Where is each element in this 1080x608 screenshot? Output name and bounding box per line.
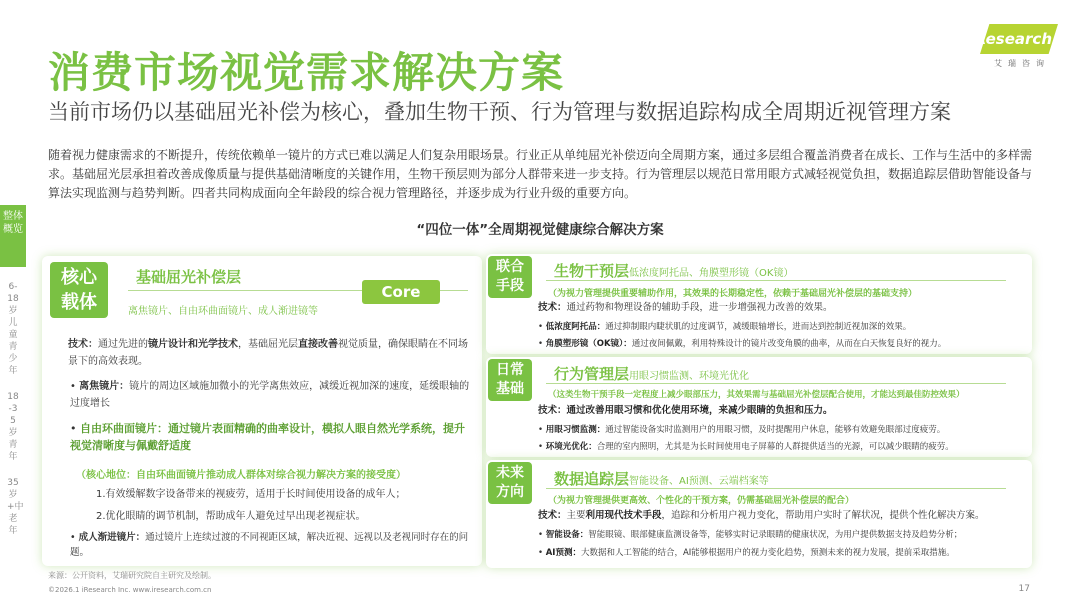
core-freeform-note: （核心地位：自由环曲面镜片推动成人群体对综合视力解决方案的接受度） (76, 470, 406, 481)
core-tech-mid: ，基础屈光层 (238, 339, 298, 350)
bio-heading (554, 260, 793, 281)
data-tech-label: 技术： (538, 510, 567, 521)
core-freeform-text: 通过镜片表面精确的曲率设计，模拟人眼自然光学系统，提升视觉清晰度与佩戴舒适度 (70, 422, 465, 452)
behavior-title: 行为管理层 (554, 365, 630, 383)
core-sub: 离焦镜片、自由环曲面镜片、成人渐进镜等 (128, 306, 318, 317)
bio-divider (546, 280, 1006, 281)
core-defocus: • 离焦镜片：镜片的周边区域施加微小的光学离焦效应，减缓近视加深的速度，延缓眼轴的过度增长 (70, 381, 470, 409)
data-sub: 智能设备、AI预测、云端档案等 (629, 476, 769, 487)
core-tech-bold1: 镜片设计和光学技术 (148, 339, 238, 350)
bio-tech-text: 通过药物和物理设备的辅助手段，进一步增强视力改善的效果。 (566, 302, 833, 313)
core-defocus-label: 离焦镜片： (79, 381, 130, 392)
behavior-tag (488, 359, 532, 401)
data-tech (538, 508, 1026, 523)
bio-item2-text: 通过夜间佩戴，利用特殊设计的镜片改变角膜的曲率，从而在白天恢复良好的视力。 (631, 339, 947, 349)
core-tech-label: 技术： (68, 339, 98, 350)
data-heading (554, 468, 769, 489)
data-item2-text: 大数据和人工智能的结合，AI能够根据用户的视力变化趋势，预测未来的视力发展，提前采取措施。 (580, 548, 955, 558)
page-title: 消费市场视觉需求解决方案 (48, 48, 565, 97)
bio-item1-label: 低浓度阿托品： (545, 322, 606, 332)
behavior-item1: • 用眼习惯监测：通过智能设备实时监测用户的用眼习惯，及时提醒用户休息，能够有效避免眼部过度疲劳。 (538, 425, 946, 435)
iresearch-logo (969, 24, 1058, 70)
core-tech-post: 视觉质量，确保眼睛在不同场景下的高效表现。 (68, 339, 468, 367)
data-panel (486, 460, 1032, 568)
core-progressive-label: 成人渐进镜片： (78, 532, 146, 543)
data-item1-text: 智能眼镜、眼部健康监测设备等，能够实时记录眼睛的健康状况，为用户提供数据支持及趋势分析； (588, 530, 963, 540)
data-divider (546, 488, 1006, 489)
bio-item1: • 低浓度阿托品：通过抑制眼内睫状肌的过度调节，减缓眼轴增长，进而达到控制近视加深的效果。 (538, 322, 912, 332)
bio-title: 生物干预层 (554, 262, 630, 280)
sidebar-item-teen[interactable]: 6-18岁儿童青少年 (7, 282, 19, 376)
core-title: 基础屈光补偿层 (136, 268, 242, 286)
page-subtitle: 当前市场仍以基础屈光补偿为核心，叠加生物干预、行为管理与数据追踪构成全周期近视管理方案 (48, 100, 951, 124)
sidebar-nav (0, 205, 26, 537)
data-tag-label: 未来方向 (496, 465, 524, 500)
behavior-item1-text: 通过智能设备实时监测用户的用眼习惯，及时提醒用户休息，能够有效避免眼部过度疲劳。 (605, 425, 946, 435)
data-note: （为视力管理提供更高效、个性化的干预方案，仍需基础屈光补偿层的配合） (548, 496, 855, 506)
behavior-tag-label: 日常基础 (496, 362, 524, 397)
data-item1-label: 智能设备： (545, 530, 589, 540)
diagram-title: “四位一体”全周期视觉健康综合解决方案 (416, 222, 664, 238)
data-item2: • AI预测：大数据和人工智能的结合，AI能够根据用户的视力变化趋势，预测未来的视力发展，提前采取措施。 (538, 548, 955, 558)
behavior-item2-label: 环境光优化： (545, 442, 597, 452)
intro-paragraph: 随着视力健康需求的不断提升，传统依赖单一镜片的方式已难以满足人们复杂用眼场景。行业正从单纯屈光补偿迈向全周期方案，通过多层组合覆盖消费者在成长、工作与生活中的多样需求。基础屈光层承担着改善成像质量与提供基础清晰度的关键作用，生物干预层则为部分人群带来进一步支持。行为管理层以规范日常用眼方式减轻视觉负担，数据追踪层借助智能设备与算法实现监测与趋势判断。四者共同构成面向全年龄段的综合视力管理路径，并逐步成为行业升级的重要方向。 (48, 148, 1033, 200)
behavior-tech (538, 403, 1026, 418)
core-tag-label: 核心载体 (61, 267, 97, 313)
logo-cn: 艾瑞咨询 (994, 59, 1050, 68)
core-progressive-text: 通过镜片上连续过渡的不同视距区域，解决近视、远视以及老视同时存在的问题。 (70, 532, 469, 558)
behavior-item2-text: 合理的室内照明，尤其是为长时间使用电子屏幕的人群提供适当的光源，可以减少眼睛的疲劳。 (596, 442, 954, 452)
core-progressive: • 成人渐进镜片：通过镜片上连续过渡的不同视距区域，解决近视、远视以及老视同时存在的问题。 (70, 532, 469, 558)
behavior-sub: 用眼习惯监测、环境光优化 (629, 371, 750, 382)
sidebar-item-youth[interactable]: 18-35岁青年 (7, 392, 19, 462)
logo-brand: iResearch (969, 30, 1052, 48)
behavior-tech-text: 通过改善用眼习惯和优化使用环境，来减少眼睛的负担和压力。 (566, 405, 833, 416)
bio-item2-label: 角膜塑形镜（OK镜）： (545, 339, 632, 349)
core-point1: 1.有效缓解数字设备带来的视疲劳，适用于长时间使用设备的成年人； (96, 489, 406, 500)
data-title: 数据追踪层 (554, 470, 630, 488)
sidebar-item-overview[interactable]: 整体概览 (0, 205, 26, 267)
core-badge: Core (362, 280, 440, 304)
bio-sub: 低浓度阿托品、角膜塑形镜（OK镜） (629, 268, 794, 279)
core-point2: 2.优化眼睛的调节机制，帮助成年人避免过早出现老视症状。 (96, 511, 366, 522)
bio-tag-label: 联合手段 (496, 259, 524, 294)
bio-panel (486, 254, 1032, 354)
core-tech (68, 336, 472, 370)
page-number: 17 (1018, 584, 1030, 594)
behavior-tech-label: 技术： (538, 405, 567, 416)
behavior-item2: • 环境光优化：合理的室内照明，尤其是为长时间使用电子屏幕的人群提供适当的光源，可以减少眼睛的疲劳。 (538, 442, 954, 452)
data-tech-pre: 主要 (566, 510, 586, 521)
data-item2-label: AI预测： (545, 548, 581, 558)
behavior-heading (554, 363, 749, 384)
core-tag (50, 262, 108, 318)
behavior-divider (546, 383, 1006, 384)
bio-tech-label: 技术： (538, 302, 567, 313)
core-defocus-text: 镜片的周边区域施加微小的光学离焦效应，减缓近视加深的速度，延缓眼轴的过度增长 (70, 381, 470, 409)
core-freeform: • 自由环曲面镜片：通过镜片表面精确的曲率设计，模拟人眼自然光学系统，提升视觉清晰度与佩戴舒适度 (70, 422, 465, 452)
bio-note: （为视力管理提供重要辅助作用，其效果的长期稳定性，依赖于基础屈光补偿层的基础支持） (548, 289, 918, 299)
data-item1: • 智能设备：智能眼镜、眼部健康监测设备等，能够实时记录眼睛的健康状况，为用户提供数据支持及趋势分析； (538, 530, 963, 540)
source-note: 来源：公开资料，艾瑞研究院自主研究及绘制。 (48, 571, 216, 580)
behavior-item1-label: 用眼习惯监测： (545, 425, 606, 435)
bio-tech (538, 300, 1026, 315)
behavior-panel (486, 357, 1032, 457)
data-tag (488, 462, 532, 504)
copyright: ©2026.1 iResearch Inc. www.iresearch.com.cn (48, 586, 212, 594)
bio-item1-text: 通过抑制眼内睫状肌的过度调节，减缓眼轴增长，进而达到控制近视加深的效果。 (605, 322, 912, 332)
data-tech-bold: 利用现代技术手段 (585, 510, 662, 521)
core-freeform-label: 自由环曲面镜片： (80, 422, 168, 435)
bio-item2: • 角膜塑形镜（OK镜）：通过夜间佩戴，利用特殊设计的镜片改变角膜的曲率，从而在白天恢复良好的视力。 (538, 339, 947, 349)
core-tech-bold2: 直接改善 (298, 339, 338, 350)
data-tech-post: ，追踪和分析用户视力变化，帮助用户实时了解状况，提供个性化解决方案。 (661, 510, 985, 521)
bio-tag (488, 256, 532, 298)
behavior-note: （这类生物干预手段一定程度上减少眼部压力，其效果需与基础屈光补偿层配合使用，才能达到最佳防控效果） (548, 390, 965, 400)
sidebar-item-senior[interactable]: 35岁+中老年 (7, 478, 24, 536)
core-tech-pre: 通过先进的 (98, 339, 148, 350)
